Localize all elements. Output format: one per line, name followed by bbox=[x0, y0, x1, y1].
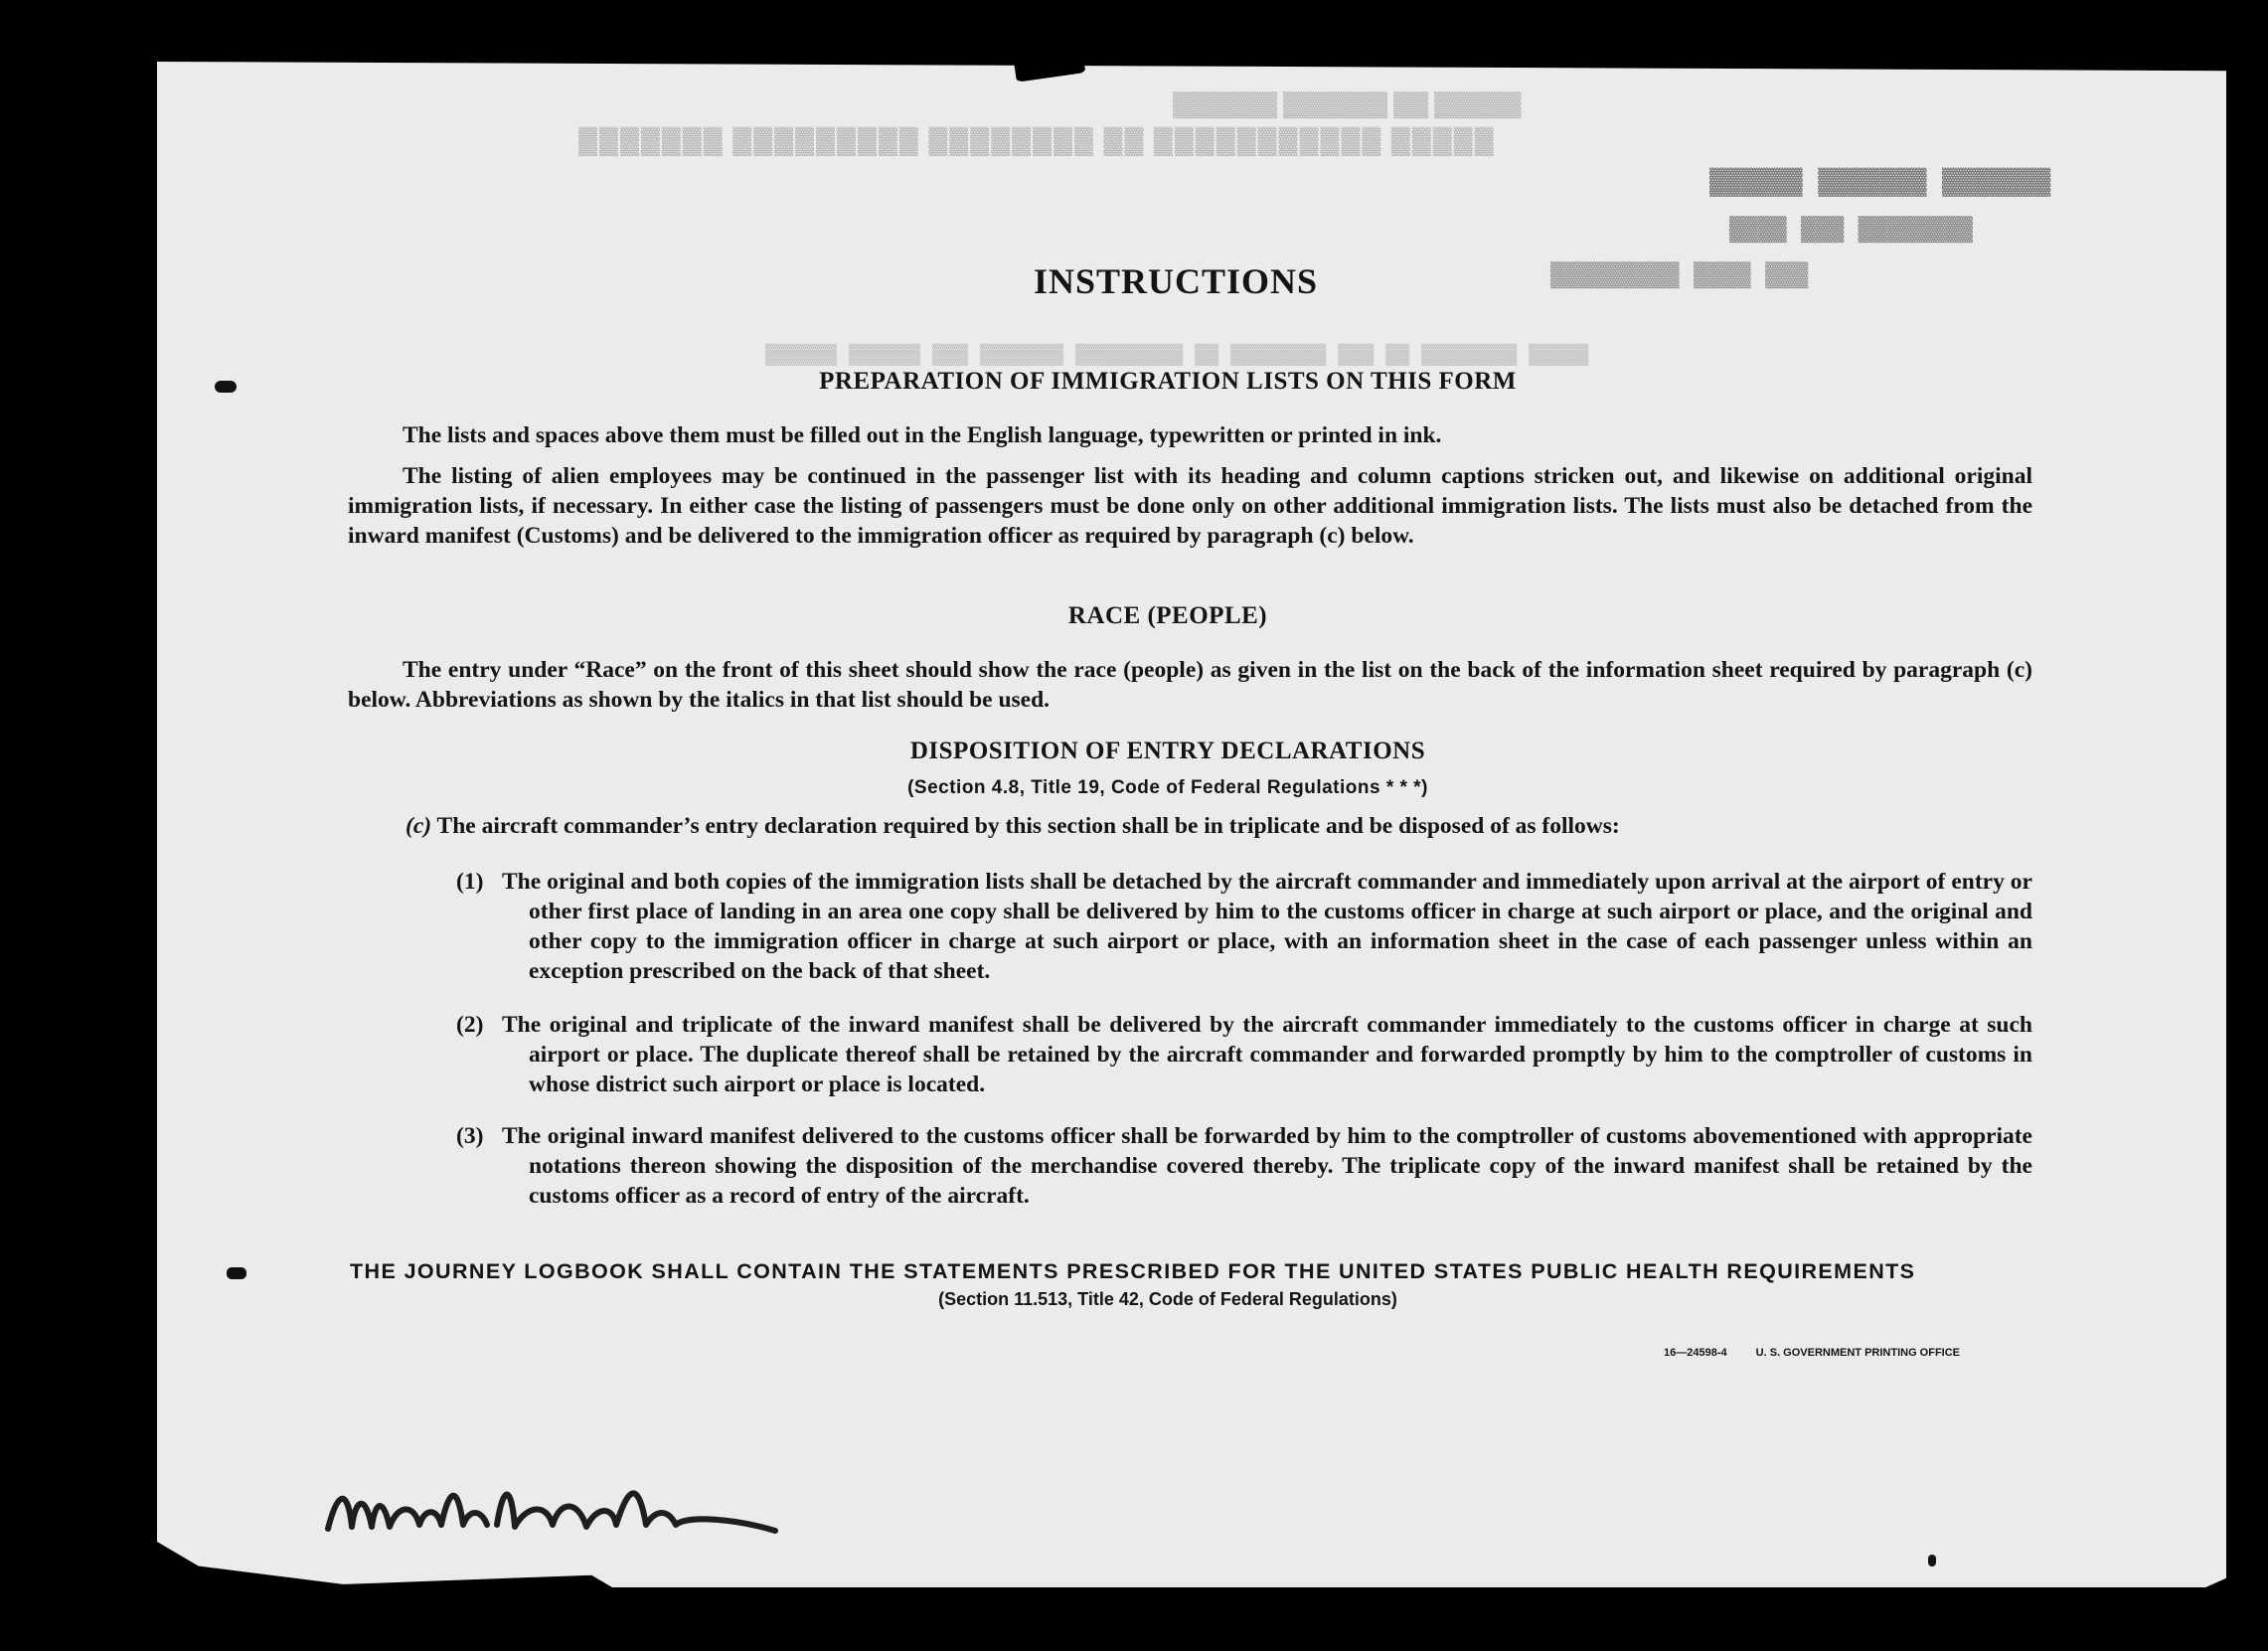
race-heading: RACE (PEOPLE) bbox=[1067, 602, 1268, 629]
disposition-item bbox=[456, 1121, 2032, 1211]
disposition-intro bbox=[405, 811, 2035, 841]
reverse-side-show-through: ▓▓▓▓▓▓▓▓ ▓▓▓ ▓▓▓▓ bbox=[1729, 217, 1973, 244]
item-number: (3) bbox=[456, 1123, 484, 1149]
form-number: 16—24598-4 bbox=[1664, 1347, 1727, 1359]
item-number: (2) bbox=[456, 1012, 484, 1038]
item-text: The original and triplicate of the inward manifest shall be delivered by the aircraft commander immediately to the customs officer in charge at such airport or place. The duplicate thereof shall be retained by the aircraft commander and forwarded promptly by him to the comptroller of customs in whose district such airport or place is located. bbox=[502, 1012, 2032, 1097]
item-text: The original and both copies of the immigration lists shall be detached by the aircraft commander and immediately upon arrival at the airport of entry or other first place of landing in an area one copy shall be delivered by him to the customs officer in charge at such airport or place, and the original and other copy to the immigration officer in charge at such airport or place, with an information sheet in the case of each passenger unless within an exception prescribed on the back of that sheet. bbox=[502, 869, 2032, 984]
reverse-side-show-through: ▓▓▓▓▓ ▓▓▓▓▓▓▓▓ ▓▓ ▓▓▓ ▓▓▓▓▓▓▓▓ ▓▓ ▓▓▓▓▓▓▓▓▓ ▓▓▓▓▓▓▓ ▓▓▓ ▓▓▓▓▓▓ ▓▓▓▓▓▓ bbox=[765, 344, 1589, 367]
ink-blot bbox=[1928, 1555, 1936, 1567]
reverse-side-show-through: ▓▓▓▓▓▓▓ ▓▓▓▓▓▓▓ ▓▓▓▓▓▓ bbox=[1709, 167, 2051, 197]
ink-blot bbox=[215, 381, 237, 393]
disposition-heading: DISPOSITION OF ENTRY DECLARATIONS bbox=[909, 738, 1426, 764]
reverse-side-show-through: ▓▓▓▓▓ ▓▓▓▓▓▓▓▓▓▓▓ ▓▓ ▓▓▓▓▓▓▓▓ ▓▓▓▓▓▓▓▓▓ ▓▓▓▓▓▓▓ bbox=[576, 125, 1494, 154]
instructions-title: INSTRUCTIONS bbox=[1034, 261, 1319, 301]
mirrored-signature-image bbox=[318, 1469, 785, 1549]
ink-blot bbox=[227, 1267, 246, 1279]
logbook-statement: THE JOURNEY LOGBOOK SHALL CONTAIN THE STATEMENTS PRESCRIBED FOR THE UNITED STATES PUBLIC HEALTH REQUIREMENTS bbox=[350, 1259, 1916, 1283]
reverse-side-show-through: ▓▓▓ ▓▓▓▓ ▓▓▓▓▓▓▓▓▓ bbox=[1550, 262, 1809, 289]
paragraph-label: (c) bbox=[405, 813, 432, 839]
disposition-item bbox=[456, 1010, 2032, 1099]
item-number: (1) bbox=[456, 869, 484, 895]
disposition-citation: (Section 4.8, Title 19, Code of Federal Regulations * * *) bbox=[907, 777, 1428, 798]
preparation-paragraph-2: The listing of alien employees may be continued in the passenger list with its heading and column captions stricken out, and likewise on additional original immigration lists, if necessary. In either case the listing of passengers must be done only on other additional immigration lists. The lists must also be detached from the inward manifest (Customs) and be delivered to the immigration officer as required by paragraph (c) below. bbox=[348, 463, 2032, 549]
printer-credit: U. S. GOVERNMENT PRINTING OFFICE bbox=[1755, 1347, 1961, 1359]
disposition-intro-text: The aircraft commander’s entry declaration required by this section shall be in triplicate and be disposed of as follows: bbox=[436, 813, 1620, 839]
item-text: The original inward manifest delivered to the customs officer shall be forwarded by him to the comptroller of customs abovementioned with appropriate notations thereon showing the disposition of the merchandise covered thereby. The triplicate copy of the inward manifest shall be retained by the customs officer as a record of entry of the aircraft. bbox=[502, 1123, 2032, 1209]
printing-footer bbox=[1664, 1347, 1960, 1359]
logbook-citation: (Section 11.513, Title 42, Code of Federal Regulations) bbox=[938, 1289, 1397, 1309]
preparation-paragraph-1: The lists and spaces above them must be filled out in the English language, typewritten or printed in ink. bbox=[403, 422, 1442, 448]
preparation-heading: PREPARATION OF IMMIGRATION LISTS ON THIS FORM bbox=[819, 368, 1517, 395]
disposition-item bbox=[456, 867, 2032, 986]
race-paragraph: The entry under “Race” on the front of this sheet should show the race (people) as given in the list on the back of the information sheet required by paragraph (c) below. Abbreviations as shown by the italics in that list should be used. bbox=[348, 657, 2032, 713]
reverse-side-show-through: ▓▓▓▓▓ ▓▓ ▓▓▓▓▓▓ ▓▓▓▓▓▓ bbox=[1173, 91, 1522, 117]
